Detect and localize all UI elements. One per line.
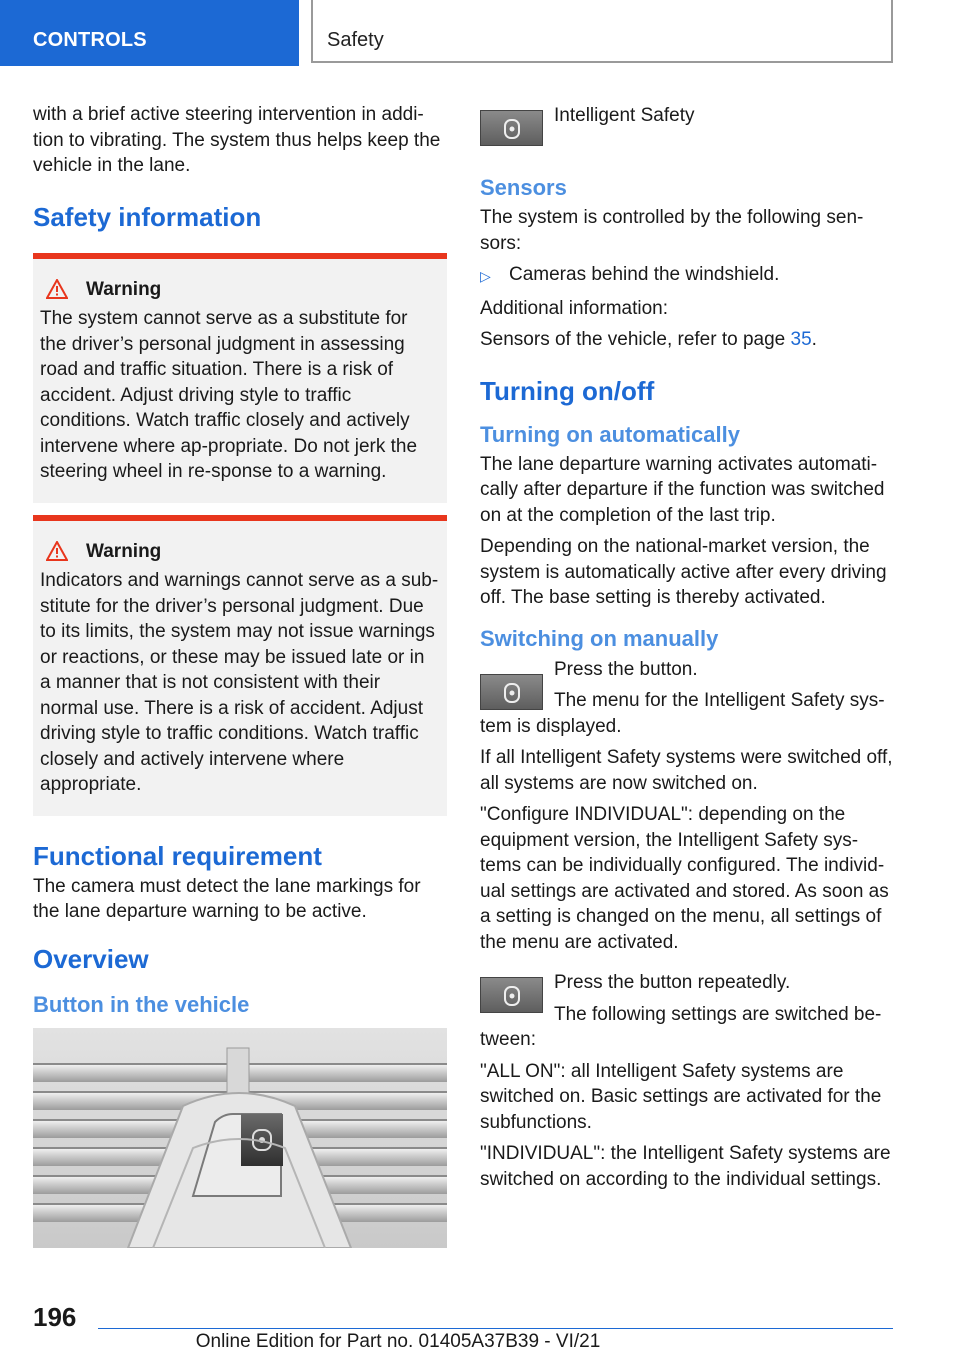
menu-text-first-line: The menu for the Intelligent Safety sys- — [554, 690, 885, 711]
sensors-reference: Sensors of the vehicle, refer to page 35. — [480, 329, 817, 350]
press-repeatedly-row — [480, 970, 894, 1027]
section-title: CONTROLS — [33, 29, 147, 51]
warning-text: Indicators and warnings cannot serve as a sub-stitute for the driver’s personal judgment. Due to its limits, the system may not issue warnings or reactions, or these may be issued late or in a manner that is not consistent with their normal use. There is a risk of accident. Adjust driving style to traffic conditions. Watch traffic closely and actively intervene where appropriate. — [40, 570, 439, 795]
press-repeatedly-text: Press the button repeatedly. — [554, 972, 791, 993]
auto-paragraph-1: The lane departure warning activates automati-cally after departure if the function was switched on at the completion of the last trip. — [480, 453, 885, 526]
intelligent-safety-icon — [503, 119, 521, 139]
sensors-paragraph: The system is controlled by the following sen-sors: — [480, 207, 864, 254]
warning-triangle-icon — [46, 279, 68, 299]
page-number: 196 — [33, 1302, 77, 1332]
additional-info: Additional information: — [480, 297, 668, 319]
warning-text: The system cannot serve as a substitute for the driver’s personal judgment in assessing road and traffic situation. There is a risk of accident. Adjust driving style to traffic conditions. Watch traffic closely and actively intervene where ap-propriate. Do not jerk the steering wheel in re-sponse to a warning. — [40, 308, 418, 482]
intelligent-safety-button-image — [480, 674, 543, 710]
heading-sensors: Sensors — [480, 175, 567, 200]
chapter-tab — [311, 0, 893, 63]
intelligent-safety-button-image — [480, 977, 543, 1013]
all-on-paragraph: "ALL ON": all Intelligent Safety systems are switched on. Basic settings are activated for the subfunctions. — [480, 1060, 882, 1133]
footer-rule — [98, 1328, 893, 1329]
press-button-text: Press the button. — [554, 658, 698, 680]
heading-turning-on-automatically: Turning on automatically — [480, 421, 740, 447]
section-tab — [0, 0, 299, 66]
following-text-second-line: tween: — [480, 1029, 536, 1050]
intelligent-safety-icon — [503, 986, 521, 1006]
heading-overview: Overview — [33, 943, 149, 974]
press-button-row — [480, 657, 894, 714]
functional-paragraph: The camera must detect the lane markings for the lane departure warning to be active. — [33, 875, 421, 922]
icon-label: Intelligent Safety — [554, 105, 695, 126]
menu-text-second-line: tem is displayed. — [480, 715, 622, 737]
intro-paragraph: with a brief active steering intervention in addi-tion to vibrating. The system thus helps keep the vehicle in the lane. — [33, 104, 441, 176]
warning-title: Warning — [46, 539, 439, 565]
chapter-title: Safety — [327, 29, 384, 51]
warning-box-1 — [33, 253, 447, 503]
heading-safety-information: Safety information — [33, 201, 262, 232]
list-item: ▷ Cameras behind the windshield. — [480, 262, 894, 290]
vehicle-button-illustration — [33, 1028, 447, 1248]
all-off-paragraph: If all Intelligent Safety systems were switched off, all systems are now switched on. — [480, 747, 893, 794]
heading-turning-on-off: Turning on/off — [480, 375, 655, 406]
left-column — [33, 102, 447, 1019]
following-text-first-line: The following settings are switched be- — [554, 1003, 882, 1025]
heading-button-in-vehicle: Button in the vehicle — [33, 991, 250, 1017]
heading-switching-on-manually: Switching on manually — [480, 625, 719, 651]
heading-functional-requirement: Functional requirement — [33, 840, 322, 871]
warning-box-2 — [33, 515, 447, 816]
warning-title: Warning — [46, 277, 439, 303]
footer-edition: Online Edition for Part no. 01405A37B39 - VI/21 — [195, 1331, 601, 1352]
configure-paragraph: "Configure INDIVIDUAL": depending on the equipment version, the Intelligent Safety sys-tems can be individually configured. The individ-ual settings are activated and stored. As soon as a setting is changed on the menu, all settings of the menu are activated. — [480, 804, 889, 953]
page-link-35[interactable]: 35 — [790, 329, 812, 350]
triangle-bullet-icon: ▷ — [480, 268, 491, 284]
auto-paragraph-2: Depending on the national-market version, the system is automatically active after every driving off. The base setting is thereby activated. — [480, 536, 887, 608]
individual-paragraph: "INDIVIDUAL": the Intelligent Safety systems are switched on according to the individual settings. — [480, 1143, 891, 1190]
right-column — [480, 103, 894, 1198]
intelligent-safety-button-image — [480, 110, 543, 146]
warning-triangle-icon — [46, 541, 68, 561]
intelligent-safety-icon — [503, 683, 521, 703]
icon-row-intelligent-safety — [480, 103, 894, 146]
grille-image — [33, 1028, 447, 1248]
